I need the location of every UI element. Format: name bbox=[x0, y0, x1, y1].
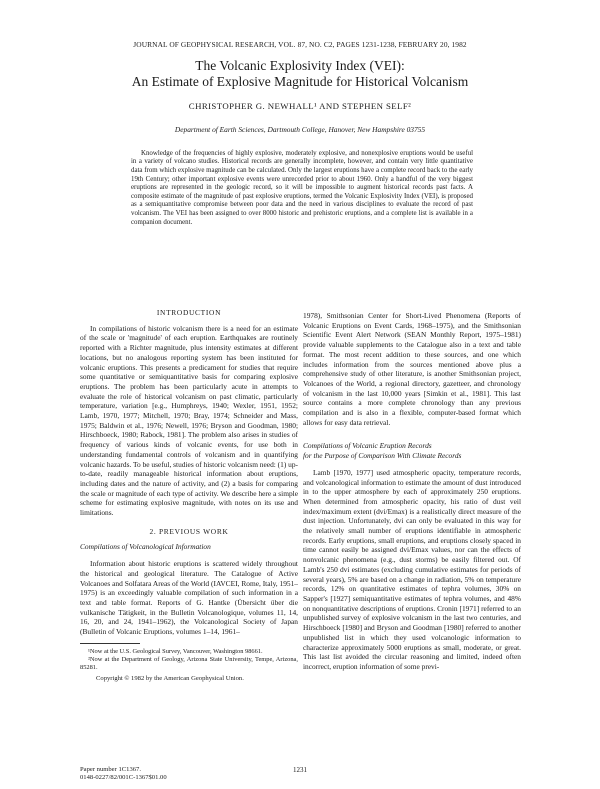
continuation-text: 1978), Smithsonian Center for Short-Lived Phenomena (Reports of Volcanic Eruptions on Event Cards, 1968–1975), and the Smithsonian Scientific Event Alert Network (SEAN Monthly Report, 1975–1981) provide valuable supplements to the Catalogue also in a text and table format. The most recent addition to these sources, and one which includes information from the sources mentioned above plus a comprehensive study of other literature, is another Smithsonian project, Volcanoes of the World, a regional directory, gazetteer, and chronology of volcanism in the last 10,000 years [Simkin et al., 1981]. This last source contains a more complete chronology than any previous compilation and is also in a flexible, computer-based format which allows for easy data retrieval. bbox=[303, 311, 521, 427]
paper-number: Paper number 1C1367. bbox=[80, 766, 141, 773]
footnote-2: ²Now at the Department of Geology, Arizona State University, Tempe, Arizona, 85281. bbox=[80, 656, 298, 672]
copyright-notice: Copyright © 1982 by the American Geophysical Union. bbox=[96, 675, 244, 683]
lamb-text: Lamb [1970, 1977] used atmospheric opacity, temperature records, and volcanological information to estimate the amount of dust introduced in to the upper atmosphere by each of approximately 250 eruptions. When determined from atmospheric opacity, his ratio of dust veil index/maximum extent (dvi/Emax) is a realistically direct measure of the dust injection. Unfortunately, dvi can only be evaluated in this way for the relatively small number of eruptions identifiable in atmospheric records. Early eruptions, small eruptions, and eruptions closely spaced in time cannot easily be assigned dvi/Emax values, nor can the effects of nonvolcanic phenomena (e.g., dust storms) be easily filtered out. Of Lamb's 250 dvi estimates (excluding cumulative estimates for periods of several years), 5% are based on a change in radiation, 5% on temperature records, 12% on quantitative estimates of tephra volumes, 30% on Sapper's [1927] semiquantitative estimates of tephra volumes, and 48% on nonquantitative descriptions of eruptions. Cronin [1971] referred to an unpublished survey of explosive volcanism in the last two centuries, and Hirschboeck [1980] and Bryson and Goodman [1980] referred to another unpublished list in which they used volcanologic information to characterize approximately 5000 eruptions as small, moderate, or great. This last list avoided the circular reasoning and limited, indeed often incorrect, eruption information of some previ- bbox=[303, 467, 521, 671]
issn-code: 0148-0227/82/001C-1367$01.00 bbox=[80, 774, 167, 781]
compilations-subheading-line-1: Compilations of Volcanic Eruption Records bbox=[303, 441, 432, 451]
paper-title bbox=[0, 58, 600, 90]
previous-work-subheading: Compilations of Volcanological Information bbox=[80, 542, 211, 552]
previous-work-text: Information about historic eruptions is scattered widely throughout the historical and geological literature. The Catalogue of Active Volcanoes and Solfatara Areas of the World (IAVCEI, Rome, Italy, 1951–1975) is an exceedingly valuable compilation of such information in a text and table format. Reports of G. Hantke (Übersicht über die vulkanische Tätigkeit, in the Bulletin Volcanologique, volumes 11, 14, 16, 20, and 24, 1941–1962), the Volcanological Society of Japan (Bulletin of Volcanic Eruptions, volumes 1–14, 1961– bbox=[80, 559, 298, 637]
title-line-2: An Estimate of Explosive Magnitude for Historical Volcanism bbox=[131, 74, 469, 89]
introduction-heading: INTRODUCTION bbox=[156, 308, 222, 317]
authors: CHRISTOPHER G. NEWHALL¹ AND STEPHEN SELF² bbox=[188, 101, 412, 111]
compilations-subheading-line-2: for the Purpose of Comparison With Climate Records bbox=[303, 451, 462, 461]
page-number: 1231 bbox=[293, 766, 307, 774]
footnote-divider bbox=[80, 643, 140, 644]
right-column bbox=[303, 311, 521, 672]
affiliation: Department of Earth Sciences, Dartmouth College, Hanover, New Hampshire 03755 bbox=[174, 125, 426, 134]
left-column bbox=[80, 308, 298, 684]
abstract: Knowledge of the frequencies of highly explosive, moderately explosive, and nonexplosive eruptions would be useful in a variety of volcano studies. Historical records are generally incomplete, however, and contain very little quantitative data from which explosive magnitude can be calculated. Only the largest eruptions have a complete record back to the early 19th Century; other important explosive events were unrecorded prior to about 1960. Only a handful of the very biggest eruptions are represented in the geologic record, so it will be impossible to augment historical records past facts. A composite estimate of the magnitude of past explosive eruptions, termed the Volcanic Explosivity Index (VEI), is proposed as a semiquantitative compromise between poor data and the need in various disciplines to evaluate the record of past volcanism. The VEI has been assigned to over 8000 historic and prehistoric eruptions, and a complete list is available in a companion document. bbox=[131, 149, 473, 226]
footnote-1: ¹Now at the U.S. Geological Survey, Vancouver, Washington 98661. bbox=[88, 647, 263, 655]
journal-header: JOURNAL OF GEOPHYSICAL RESEARCH, VOL. 87, NO. C2, PAGES 1231-1238, FEBRUARY 20, 1982 bbox=[133, 40, 467, 49]
previous-work-heading: 2. PREVIOUS WORK bbox=[149, 526, 229, 536]
compilations-subheading bbox=[303, 441, 521, 460]
introduction-text: In compilations of historic volcanism there is a need for an estimate of the scale or 'magnitude' of each eruption. Earthquakes are routinely reported with a Richter magnitude, plus intensity estimates at different locations, but no analogous reporting system has been instituted for volcanic eruptions. This presents a predicament for studies that require some quantitative or semiquantitative basis for comparing explosive eruptions. The problem has been particularly acute in attempts to evaluate the role of historical volcanism on past climatic, particularly temperature, variation [e.g., Humphreys, 1940; Wexler, 1951, 1952; Lamb, 1970, 1977; Mitchell, 1970; Bray, 1974; Schneider and Mass, 1975; Baldwin et al., 1976; Newell, 1976; Bryson and Goodman, 1980; Hirschboeck, 1980; Rabock, 1981]. The problem also arises in studies of frequency of various kinds of volcanic events, for use both in understanding fundamental controls of volcanism and in quantifying volcanic hazards. To be useful, studies of historic volcanism need: (1) up-to-date, readily manageable historical information about eruptions, including dates and the nature of activity, and (2) a basis for comparing the scale or magnitude of each type of activity. We describe here a simple scheme for estimating explosive magnitude, with notes on its use and limitations. bbox=[80, 323, 298, 518]
title-line-1: The Volcanic Explosivity Index (VEI): bbox=[195, 58, 405, 73]
